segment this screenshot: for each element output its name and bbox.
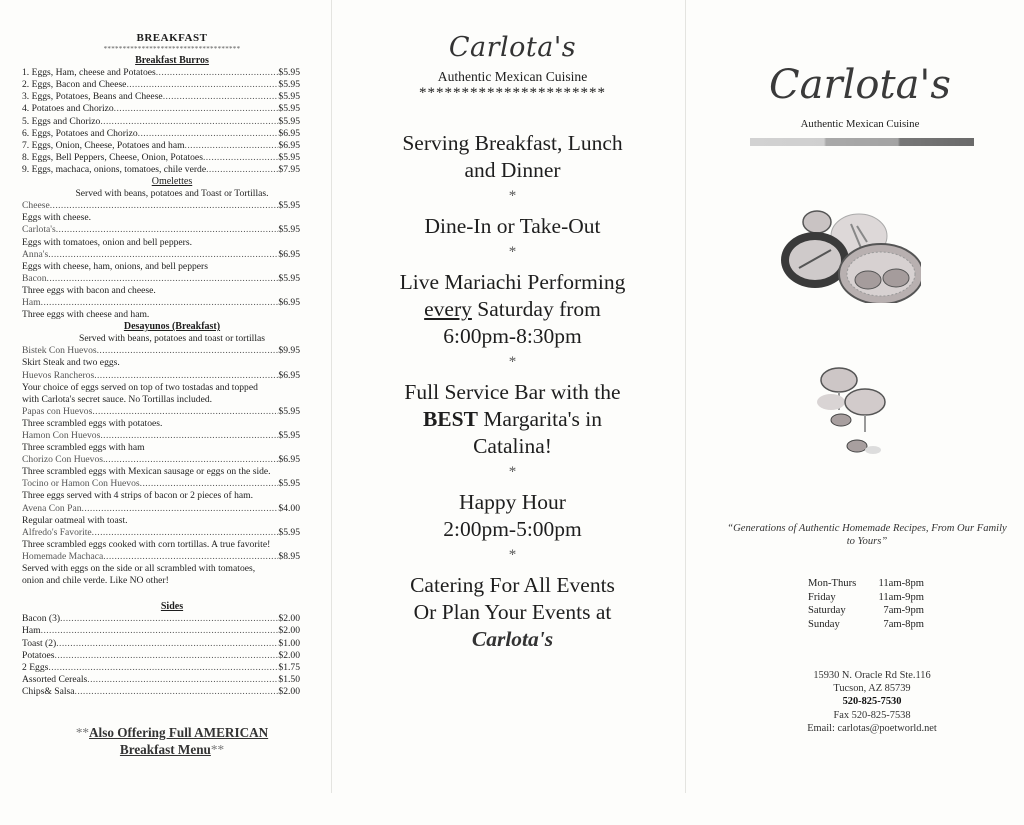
menu-item-description: Three scrambled eggs with Mexican sausage or eggs on the side. xyxy=(22,466,271,478)
menu-item-row xyxy=(22,638,300,650)
menu-item-row xyxy=(22,67,300,79)
features-panel xyxy=(340,0,685,793)
food-plates-illustration-icon xyxy=(781,208,921,303)
menu-item-row xyxy=(22,625,300,637)
fold-line-left xyxy=(331,0,332,793)
dot-leader xyxy=(48,249,278,261)
menu-item-row xyxy=(22,345,300,357)
dot-leader xyxy=(103,551,278,563)
menu-item-row xyxy=(22,527,300,539)
dot-leader xyxy=(92,406,278,418)
menu-item-row xyxy=(22,116,300,128)
menu-item-row xyxy=(22,79,300,91)
menu-item-price: $6.95 xyxy=(278,296,300,308)
menu-item-name: Homemade Machaca xyxy=(22,550,104,562)
dot-leader xyxy=(56,638,278,650)
menu-item-name: Ham xyxy=(22,625,41,637)
menu-item-description: Regular oatmeal with toast. xyxy=(22,514,128,526)
dot-leader xyxy=(56,224,279,236)
dot-leader xyxy=(100,116,278,128)
menu-item-name: 4. Potatoes and Chorizo xyxy=(22,103,114,115)
menu-item-price: $1.75 xyxy=(278,661,300,673)
dot-leader xyxy=(100,430,278,442)
dot-leader xyxy=(41,297,279,309)
asterisk-separator: * xyxy=(508,188,517,204)
menu-item-price: $2.00 xyxy=(278,613,300,625)
dot-leader xyxy=(163,91,279,103)
menu-item-name: 6. Eggs, Potatoes and Chorizo xyxy=(22,127,138,139)
menu-item-row xyxy=(22,503,300,515)
menu-item-name: Assorted Cereals xyxy=(22,673,88,685)
menu-item-description: Eggs with tomatoes, onion and bell peppers. xyxy=(22,236,192,248)
asterisk-separator: * xyxy=(508,354,517,370)
menu-item-row xyxy=(22,686,300,698)
breakfast-menu-panel xyxy=(22,32,322,825)
menu-item-row xyxy=(22,249,300,261)
menu-item-name: Toast (2) xyxy=(22,637,57,649)
menu-item-name: Papas con Huevos xyxy=(22,405,93,417)
menu-item-price: $5.95 xyxy=(278,115,300,127)
menu-item-price: $5.95 xyxy=(278,272,300,284)
desayunos-list xyxy=(22,345,322,587)
breakfast-title: BREAKFAST xyxy=(136,32,208,44)
menu-item-row xyxy=(22,103,300,115)
menu-item-price: $7.95 xyxy=(278,163,300,175)
menu-item-name: Carlota's xyxy=(22,224,56,236)
menu-item-price: $1.00 xyxy=(278,637,300,649)
omelettes-list xyxy=(22,200,322,321)
menu-item-description: Three eggs with bacon and cheese. xyxy=(22,284,156,296)
dot-leader xyxy=(185,140,279,152)
hours-row: Sunday 7am-8pm xyxy=(808,618,924,630)
dot-leader xyxy=(114,103,279,115)
menu-item-description: Your choice of eggs served on top of two tostadas and topped xyxy=(22,381,258,393)
menu-item-description: Three scrambled eggs with ham xyxy=(22,442,145,454)
menu-item-row xyxy=(22,297,300,309)
menu-item-price: $5.95 xyxy=(278,200,300,212)
menu-item-row xyxy=(22,152,300,164)
menu-item-name: Bacon xyxy=(22,272,47,284)
menu-item-name: 5. Eggs and Chorizo xyxy=(22,115,101,127)
dot-leader xyxy=(48,662,278,674)
section-heading-sides: Sides xyxy=(160,601,184,613)
menu-item-row xyxy=(22,454,300,466)
menu-item-name: Hamon Con Huevos xyxy=(22,430,101,441)
menu-item-name: 3. Eggs, Potatoes, Beans and Cheese xyxy=(22,91,163,103)
dot-leader xyxy=(94,370,278,382)
happy-hour-text: Happy Hour 2:00pm-5:00pm xyxy=(443,490,582,541)
dot-leader xyxy=(75,686,279,698)
menu-item-price: $2.00 xyxy=(278,685,300,697)
address-line-1: 15930 N. Oracle Rd Ste.116 xyxy=(813,670,931,681)
menu-item-row xyxy=(22,273,300,285)
menu-item-row xyxy=(22,370,300,382)
cover-panel xyxy=(686,0,1024,793)
menu-item-name: 2. Eggs, Bacon and Cheese xyxy=(22,79,127,91)
catering-text: Catering For All Events Or Plan Your Events at Carlota's xyxy=(410,573,615,651)
restaurant-logo: Carlota's xyxy=(448,32,577,63)
menu-item-description: Three eggs served with 4 strips of bacon or 2 pieces of ham. xyxy=(22,490,253,502)
menu-item-name: 7. Eggs, Onion, Cheese, Potatoes and ham xyxy=(22,139,185,151)
menu-item-row xyxy=(22,662,300,674)
dot-leader xyxy=(97,345,279,357)
dine-in-text: Dine-In or Take-Out xyxy=(424,214,601,238)
menu-item-name: Avena Con Pan xyxy=(22,502,82,514)
menu-item-name: Huevos Rancheros xyxy=(22,369,95,381)
menu-item-name: Bistek Con Huevos xyxy=(22,345,97,357)
menu-item-name: 2 Eggs xyxy=(22,661,49,673)
gradient-divider-bar xyxy=(750,138,974,146)
asterisk-separator: * xyxy=(508,547,517,563)
dot-leader xyxy=(82,503,279,515)
address-line-2: Tucson, AZ 85739 xyxy=(833,683,911,695)
menu-item-price: $4.00 xyxy=(278,502,300,514)
menu-item-row xyxy=(22,674,300,686)
menu-item-name: 8. Eggs, Bell Peppers, Cheese, Onion, Potatoes xyxy=(22,151,203,163)
menu-item-name: 9. Eggs, machaca, onions, tomatoes, chile verde xyxy=(22,163,207,175)
menu-item-row xyxy=(22,406,300,418)
menu-item-price: $5.95 xyxy=(278,405,300,417)
hours-row: Saturday 7am-9pm xyxy=(808,605,924,617)
menu-item-price: $5.95 xyxy=(278,67,300,79)
restaurant-logo: Carlota's xyxy=(769,62,951,108)
menu-item-name: Bacon (3) xyxy=(22,613,61,625)
dot-leader xyxy=(140,478,279,490)
dot-leader xyxy=(87,674,278,686)
american-breakfast-note: **Also Offering Full AMERICAN Breakfast Menu** xyxy=(75,724,269,757)
menu-item-price: $5.95 xyxy=(278,151,300,163)
section-heading-desayunos: Desayunos (Breakfast) xyxy=(123,321,221,333)
omelettes-note: Served with beans, potatoes and Toast or Tortillas. xyxy=(75,188,269,200)
dot-leader xyxy=(156,67,279,79)
menu-item-name: Ham xyxy=(22,296,41,308)
menu-item-name: Potatoes xyxy=(22,649,55,661)
menu-item-price: $5.95 xyxy=(278,103,300,115)
email-address: Email: carlotas@poetworld.net xyxy=(807,722,937,734)
menu-item-row xyxy=(22,91,300,103)
menu-item-row xyxy=(22,128,300,140)
menu-item-price: $5.95 xyxy=(278,224,300,236)
menu-item-name: 1. Eggs, Ham, cheese and Potatoes xyxy=(22,67,156,79)
fax-number: Fax 520-825-7538 xyxy=(833,709,911,721)
menu-item-name: Tocino or Hamon Con Huevos xyxy=(22,478,140,490)
restaurant-subtitle: Authentic Mexican Cuisine xyxy=(800,118,920,130)
menu-item-description: onion and chile verde. Like NO other! xyxy=(22,575,169,587)
menu-item-price: $6.95 xyxy=(278,454,300,466)
bar-text: Full Service Bar with the BEST Margarita's in Catalina! xyxy=(404,380,621,458)
menu-item-row xyxy=(22,430,300,442)
menu-item-price: $9.95 xyxy=(278,345,300,357)
menu-item-row xyxy=(22,200,300,212)
menu-item-price: $2.00 xyxy=(278,625,300,637)
menu-item-row xyxy=(22,551,300,563)
mariachi-text: Live Mariachi Performing every Saturday from 6:00pm-8:30pm xyxy=(399,270,626,348)
sides-list xyxy=(22,613,322,698)
menu-item-price: $5.95 xyxy=(278,91,300,103)
menu-item-row xyxy=(22,650,300,662)
dot-leader xyxy=(55,650,279,662)
menu-item-description: Skirt Steak and two eggs. xyxy=(22,357,120,369)
margarita-glasses-illustration-icon xyxy=(811,362,891,457)
dot-leader xyxy=(138,128,279,140)
menu-item-description: Served with eggs on the side or all scrambled with tomatoes, xyxy=(22,563,256,575)
hours-row: Friday 11am-9pm xyxy=(808,591,924,603)
phone-number: 520-825-7530 xyxy=(842,696,902,708)
menu-item-price: $5.95 xyxy=(278,79,300,91)
menu-item-description: Eggs with cheese. xyxy=(22,212,92,224)
menu-item-price: $5.95 xyxy=(278,478,300,490)
dot-leader xyxy=(206,164,278,176)
menu-item-price: $2.00 xyxy=(278,649,300,661)
menu-item-description: Three scrambled eggs cooked with corn tortillas. A true favorite! xyxy=(22,538,271,550)
dot-leader xyxy=(126,79,278,91)
serving-hours-text: Serving Breakfast, Lunch and Dinner xyxy=(402,131,623,182)
menu-item-price: $6.95 xyxy=(278,248,300,260)
menu-item-price: $1.50 xyxy=(278,673,300,685)
menu-item-name: Cheese xyxy=(22,200,50,212)
menu-item-price: $8.95 xyxy=(278,550,300,562)
asterisk-separator: * xyxy=(508,244,517,260)
menu-item-row xyxy=(22,613,300,625)
section-heading-burros: Breakfast Burros xyxy=(135,55,209,67)
menu-item-name: Alfredo's Favorite xyxy=(22,526,92,538)
menu-item-row xyxy=(22,140,300,152)
dot-leader xyxy=(50,200,279,212)
opening-hours xyxy=(808,577,924,631)
dot-leader xyxy=(60,613,278,625)
menu-item-name: Chips& Salsa xyxy=(22,685,75,697)
dot-leader xyxy=(92,527,279,539)
menu-item-row xyxy=(22,224,300,236)
stars-divider: ********************** xyxy=(419,85,606,101)
menu-item-name: Anna's xyxy=(22,248,49,260)
section-heading-omelettes: Omelettes xyxy=(151,176,193,188)
menu-item-description: Three eggs with cheese and ham. xyxy=(22,309,150,321)
restaurant-subtitle: Authentic Mexican Cuisine xyxy=(437,69,588,84)
desayunos-note: Served with beans, potatoes and toast or tortillas xyxy=(79,333,265,345)
dot-leader xyxy=(203,152,278,164)
menu-item-price: $6.95 xyxy=(278,139,300,151)
dot-leader xyxy=(47,273,279,285)
asterisk-separator: * xyxy=(508,464,517,480)
contact-info xyxy=(772,669,972,735)
menu-item-description: Eggs with cheese, ham, onions, and bell peppers xyxy=(22,260,208,272)
menu-item-row xyxy=(22,478,300,490)
stars-divider: ************************************ xyxy=(103,45,241,54)
menu-item-price: $5.95 xyxy=(278,526,300,538)
burros-list xyxy=(22,67,322,176)
tagline-quote: “Generations of Authentic Homemade Recipes, From Our Family to Yours” xyxy=(727,523,1007,547)
dot-leader xyxy=(41,625,279,637)
menu-item-name: Chorizo Con Huevos. xyxy=(22,454,106,466)
menu-item-price: $6.95 xyxy=(278,127,300,139)
menu-item-description: Three scrambled eggs with potatoes. xyxy=(22,417,163,429)
menu-item-price: $6.95 xyxy=(278,369,300,381)
hours-row: Mon-Thurs 11am-8pm xyxy=(808,578,924,589)
menu-item-row xyxy=(22,164,300,176)
dot-leader xyxy=(105,454,278,466)
menu-item-price: $5.95 xyxy=(278,430,300,441)
menu-item-description: with Carlota's secret sauce. No Tortillas included. xyxy=(22,393,213,405)
